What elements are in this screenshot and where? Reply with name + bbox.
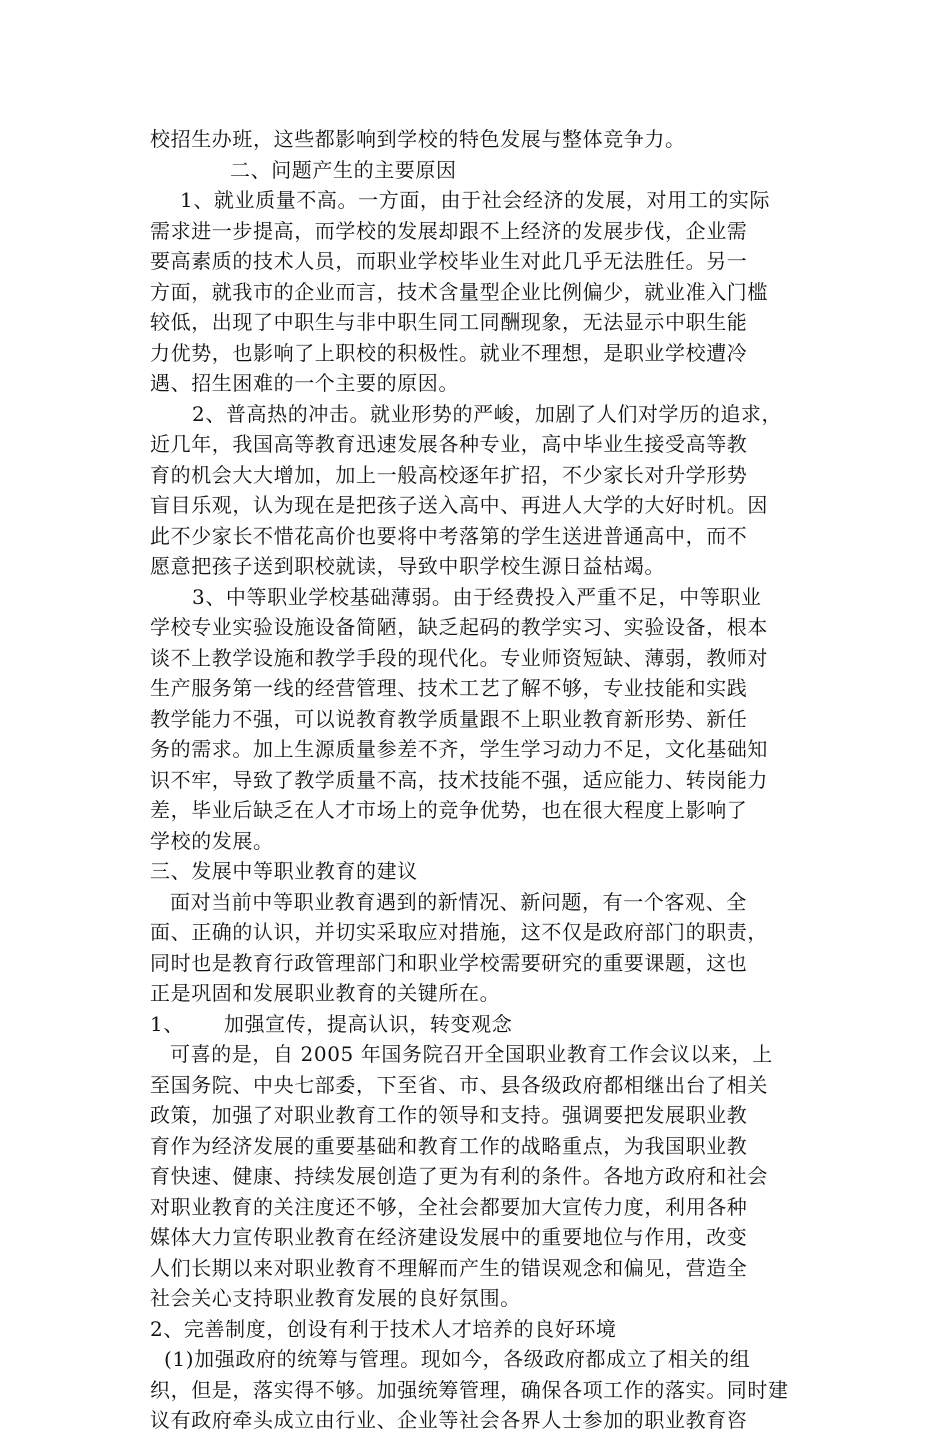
- text-line: 媒体大力宣传职业教育在经济建设发展中的重要地位与作用，改变: [150, 1225, 748, 1249]
- text-line: 可喜的是，自 2005 年国务院召开全国职业教育工作会议以来，上: [170, 1042, 773, 1066]
- text-line: 方面，就我市的企业而言，技术含量型企业比例偏少，就业准入门槛: [150, 279, 768, 304]
- text-line: 1、就业质量不高。一方面，由于社会经济的发展，对用工的实际: [180, 188, 771, 212]
- text-line: 织，但是，落实得不够。加强统筹管理，确保各项工作的落实。同时建: [150, 1377, 789, 1402]
- text-line: 校招生办班，这些都影响到学校的特色发展与整体竞争力。: [150, 127, 686, 151]
- subsection-title: 加强宣传，提高认识，转变观念: [223, 1011, 513, 1036]
- text-line: 2、普高热的冲击。就业形势的严峻，加剧了人们对学历的追求，: [192, 401, 783, 426]
- text-line: 学校专业实验设施设备简陋，缺乏起码的教学实习、实验设备，根本: [150, 615, 768, 639]
- text-line: 愿意把孩子送到职校就读，导致中职学校生源日益枯竭。: [150, 554, 665, 578]
- text-line: 要高素质的技术人员，而职业学校毕业生对此几乎无法胜任。另一: [150, 249, 748, 273]
- subsection-heading: [150, 1009, 802, 1040]
- document-body: [150, 124, 802, 1436]
- section-heading: 二、问题产生的主要原因: [230, 157, 457, 182]
- text-line: 盲目乐观，认为现在是把孩子送入高中、再进人大学的大好时机。因: [150, 493, 768, 517]
- text-line: 至国务院、中央七部委，下至省、市、县各级政府都相继出台了相关: [150, 1072, 768, 1097]
- section-heading: 三、发展中等职业教育的建议: [150, 859, 418, 883]
- text-line: 正是巩固和发展职业教育的关键所在。: [150, 981, 501, 1005]
- text-line: 近几年，我国高等教育迅速发展各种专业，高中毕业生接受高等教: [150, 432, 748, 456]
- text-line: 力优势，也影响了上职校的积极性。就业不理想，是职业学校遭冷: [150, 340, 748, 365]
- text-line: 识不牢，导致了教学质量不高，技术技能不强，适应能力、转岗能力: [150, 767, 768, 792]
- text-line: 育作为经济发展的重要基础和教育工作的战略重点，为我国职业教: [150, 1133, 748, 1158]
- text-line: 务的需求。加上生源质量参差不齐，学生学习动力不足，文化基础知: [150, 737, 768, 761]
- text-line: 同时也是教育行政管理部门和职业学校需要研究的重要课题，这也: [150, 950, 748, 975]
- text-line: 差，毕业后缺乏在人才市场上的竞争优势，也在很大程度上影响了: [150, 798, 748, 822]
- text-line: 较低，出现了中职生与非中职生同工同酬现象，无法显示中职生能: [150, 310, 748, 334]
- text-line: 此不少家长不惜花高价也要将中考落第的学生送进普通高中，而不: [150, 523, 748, 548]
- text-line: 社会关心支持职业教育发展的良好氛围。: [150, 1286, 521, 1310]
- text-line: 人们长期以来对职业教育不理解而产生的错误观念和偏见，营造全: [150, 1255, 748, 1280]
- text-line: 面、正确的认识，并切实采取应对措施，这不仅是政府部门的职责，: [150, 920, 768, 944]
- text-line: 教学能力不强，可以说教育教学质量跟不上职业教育新形势、新任: [150, 706, 748, 731]
- text-line: 政策，加强了对职业教育工作的领导和支持。强调要把发展职业教: [150, 1103, 748, 1127]
- text-line: 生产服务第一线的经营管理、技术工艺了解不够，专业技能和实践: [150, 676, 748, 700]
- text-line: 学校的发展。: [150, 828, 274, 853]
- text-line: (1)加强政府的统筹与管理。现如今，各级政府都成立了相关的组: [164, 1347, 751, 1371]
- text-line: 育的机会大大增加，加上一般高校逐年扩招，不少家长对升学形势: [150, 462, 748, 487]
- text-line: 议有政府牵头成立由行业、企业等社会各界人士参加的职业教育咨: [150, 1408, 748, 1432]
- text-line: 育快速、健康、持续发展创造了更为有利的条件。各地方政府和社会: [150, 1164, 768, 1188]
- text-line: 需求进一步提高，而学校的发展却跟不上经济的发展步伐，企业需: [150, 218, 748, 243]
- text-line: 3、中等职业学校基础薄弱。由于经费投入严重不足，中等职业: [192, 584, 762, 609]
- subsection-number: 1、: [150, 1011, 184, 1036]
- text-line: 遇、招生困难的一个主要的原因。: [150, 371, 459, 395]
- text-line: 面对当前中等职业教育遇到的新情况、新问题，有一个客观、全: [170, 889, 747, 914]
- text-line: 谈不上教学设施和教学手段的现代化。专业师资短缺、薄弱，教师对: [150, 645, 768, 670]
- subsection-heading: 2、完善制度，创设有利于技术人才培养的良好环境: [150, 1316, 617, 1341]
- text-line: 对职业教育的关注度还不够，全社会都要加大宣传力度，利用各种: [150, 1194, 748, 1219]
